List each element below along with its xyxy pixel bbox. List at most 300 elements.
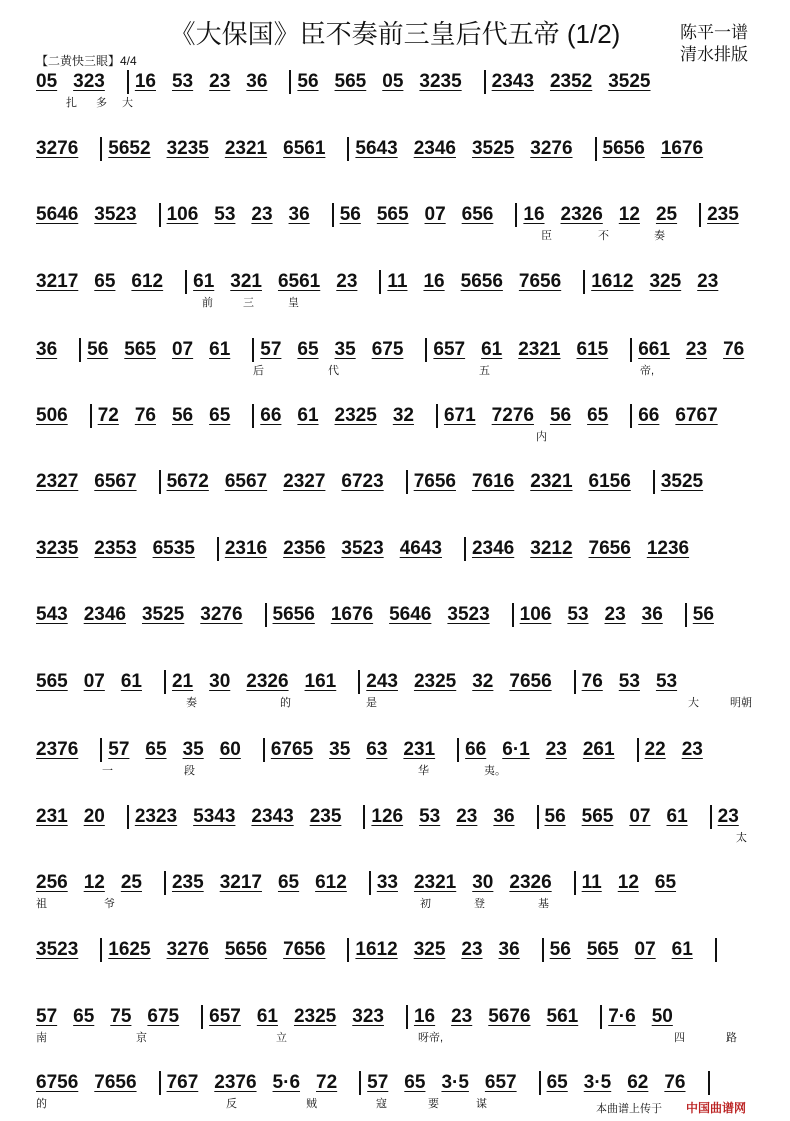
barline [515, 203, 517, 227]
barline [159, 470, 161, 494]
note-group: 16 [523, 204, 545, 226]
lyric-char: 的 [280, 697, 291, 709]
note-group: 63 [366, 739, 388, 761]
note-group: 61 [671, 939, 693, 961]
note-group: 61 [297, 405, 319, 427]
note-group: 5652 [108, 138, 151, 160]
note-group: 2321 [518, 339, 561, 361]
note-group: 3525 [660, 471, 704, 493]
note-group: 61 [666, 806, 688, 828]
barline [185, 270, 187, 294]
note-group: 32 [392, 405, 414, 427]
note-group: 65 [277, 872, 300, 894]
note-line [36, 270, 756, 294]
note-group: 53 [214, 204, 236, 226]
notation-row [36, 404, 756, 454]
barline [201, 1005, 203, 1029]
note-group: 1612 [591, 271, 634, 293]
note-group: 2326 [246, 671, 289, 693]
barline [164, 871, 166, 895]
note-group: 2325 [413, 671, 457, 693]
note-group: 22 [644, 739, 666, 761]
note-group: 657 [209, 1006, 241, 1028]
lyric-char: 奏 [654, 230, 665, 242]
note-group: 72 [316, 1072, 338, 1094]
barline [406, 470, 408, 494]
note-group: 615 [576, 339, 609, 361]
note-group: 2346 [83, 604, 126, 626]
note-group: 56 [692, 604, 714, 626]
note-group: 56 [297, 71, 319, 93]
note-group: 2376 [36, 739, 79, 761]
note-group: 56 [549, 405, 572, 427]
barline [252, 338, 254, 362]
note-group: 76 [664, 1072, 686, 1094]
barline [332, 203, 334, 227]
note-group: 3276 [530, 138, 573, 160]
notation-row [36, 70, 756, 120]
note-group: 161 [304, 671, 337, 693]
note-group: 30 [209, 671, 231, 693]
note-group: 56 [87, 339, 109, 361]
note-group: 3212 [530, 538, 573, 560]
note-group: 53 [567, 604, 589, 626]
note-group: 72 [97, 405, 119, 427]
note-group: 3217 [219, 872, 262, 894]
note-group: 325 [413, 939, 446, 961]
note-group: 7656 [413, 471, 456, 493]
notation-row [36, 738, 756, 788]
barline [127, 70, 129, 94]
note-group: 656 [461, 204, 494, 226]
note-group: 6561 [277, 271, 321, 293]
lyric-char: 华 [418, 765, 429, 777]
note-group: 5646 [389, 604, 432, 626]
lyric-line [36, 227, 756, 243]
notation-row [36, 137, 756, 187]
note-group: 2323 [134, 806, 178, 828]
barline [574, 670, 576, 694]
lyric-char: 呀帝, [418, 1032, 444, 1044]
note-group: 1676 [330, 604, 374, 626]
notation-row [36, 470, 756, 520]
lyric-char: 是 [366, 697, 377, 709]
note-group: 6723 [341, 471, 384, 493]
note-group: 5656 [272, 604, 315, 626]
note-group: 6561 [283, 138, 326, 160]
barline [539, 1071, 541, 1095]
note-group: 2352 [549, 71, 593, 93]
note-group: 2346 [471, 538, 515, 560]
note-group: 506 [36, 405, 68, 427]
note-group: 53 [618, 671, 640, 693]
lyric-char: 夷。 [484, 765, 506, 777]
note-group: 61 [256, 1006, 278, 1028]
barline [159, 1071, 161, 1095]
note-group: 23 [451, 1006, 473, 1028]
note-group: 75 [110, 1006, 132, 1028]
note-group: 23 [697, 271, 719, 293]
note-group: 57 [36, 1006, 58, 1028]
note-group: 3·5 [441, 1072, 469, 1094]
barline [265, 603, 267, 627]
note-group: 323 [73, 71, 105, 93]
barline [425, 338, 427, 362]
note-group: 30 [472, 872, 494, 894]
lyric-char: 大 [122, 97, 133, 109]
barline [457, 738, 459, 762]
note-group: 2353 [94, 538, 137, 560]
note-group: 565 [376, 204, 409, 226]
note-group: 5656 [602, 138, 645, 160]
note-group: 07 [83, 671, 105, 693]
lyric-char: 多 [96, 97, 107, 109]
note-group: 661 [638, 339, 670, 361]
note-group: 2321 [413, 872, 457, 894]
note-group: 60 [219, 739, 241, 761]
note-group: 2325 [293, 1006, 337, 1028]
note-group: 76 [581, 671, 603, 693]
note-group: 675 [371, 339, 404, 361]
barline [347, 137, 349, 161]
note-group: 16 [423, 271, 445, 293]
barline [715, 938, 717, 962]
note-group: 2326 [509, 872, 552, 894]
note-group: 56 [549, 939, 571, 961]
lyric-line [36, 94, 756, 110]
note-group: 657 [484, 1072, 517, 1094]
note-group: 53 [655, 671, 678, 693]
barline [79, 338, 81, 362]
note-group: 561 [546, 1006, 579, 1028]
lyric-char: 奏 [186, 697, 197, 709]
note-group: 2376 [214, 1072, 257, 1094]
note-group: 20 [83, 806, 105, 828]
barline [464, 537, 466, 561]
note-group: 07 [634, 939, 656, 961]
note-group: 7656 [518, 271, 562, 293]
lyric-char: 五 [479, 365, 490, 377]
note-group: 32 [472, 671, 494, 693]
note-group: 323 [352, 1006, 384, 1028]
note-group: 6535 [152, 538, 195, 560]
lyric-char: 扎 [66, 97, 77, 109]
barline [363, 805, 365, 829]
note-group: 2316 [224, 538, 268, 560]
note-group: 3217 [36, 271, 79, 293]
lyric-char: 寇 [376, 1098, 387, 1110]
barline [159, 203, 161, 227]
note-group: 12 [618, 204, 640, 226]
song-title: 《大保国》臣不奏前三皇后代五帝 (1/2) [169, 19, 621, 49]
notation-row [36, 670, 756, 720]
barline [379, 270, 381, 294]
note-group: 5672 [166, 471, 209, 493]
note-group: 56 [339, 204, 361, 226]
barline [512, 603, 514, 627]
note-group: 5656 [224, 939, 268, 961]
notation-row [36, 537, 756, 587]
note-group: 5643 [355, 138, 398, 160]
note-group: 2346 [413, 138, 456, 160]
note-group: 3523 [341, 538, 384, 560]
note-group: 3276 [166, 939, 209, 961]
lyric-char: 明朝 [730, 697, 752, 709]
lyric-line [36, 1029, 756, 1045]
note-group: 7276 [491, 405, 534, 427]
lyric-char: 南 [36, 1032, 47, 1044]
note-group: 23 [209, 71, 231, 93]
lyric-char: 三 [243, 297, 254, 309]
notation-row [36, 203, 756, 253]
note-group: 3525 [141, 604, 185, 626]
barline [164, 670, 166, 694]
note-group: 243 [366, 671, 398, 693]
barline [127, 805, 129, 829]
barline [600, 1005, 602, 1029]
barline [630, 404, 632, 428]
lyric-line [36, 428, 756, 444]
barline [358, 670, 360, 694]
site-watermark: 中国曲谱网 [686, 1101, 747, 1115]
barline [685, 603, 687, 627]
note-group: 23 [604, 604, 626, 626]
note-group: 36 [498, 939, 520, 961]
note-group: 57 [367, 1072, 389, 1094]
barline [653, 470, 655, 494]
lyric-line [36, 694, 756, 710]
barline [637, 738, 639, 762]
note-group: 56 [171, 405, 194, 427]
note-group: 65 [587, 405, 609, 427]
note-group: 53 [171, 71, 194, 93]
note-group: 321 [230, 271, 262, 293]
note-group: 36 [246, 71, 268, 93]
lyric-char: 皇 [288, 297, 299, 309]
note-group: 12 [617, 872, 639, 894]
note-group: 66 [638, 405, 660, 427]
lyric-char: 不 [598, 230, 609, 242]
note-group: 3·5 [583, 1072, 612, 1094]
note-group: 7656 [94, 1072, 137, 1094]
lyric-char: 爷 [104, 898, 115, 910]
note-group: 36 [288, 204, 310, 226]
note-group: 66 [260, 405, 282, 427]
note-group: 56 [544, 806, 566, 828]
lyric-line [36, 627, 756, 643]
lyric-char: 太 [736, 832, 747, 844]
note-group: 5676 [488, 1006, 531, 1028]
note-group: 6567 [224, 471, 268, 493]
lyric-line [36, 962, 756, 978]
note-group: 2321 [530, 471, 573, 493]
barline [347, 938, 349, 962]
lyric-char: 贼 [306, 1098, 317, 1110]
note-group: 61 [120, 671, 142, 693]
lyric-char: 谋 [476, 1098, 487, 1110]
note-group: 76 [723, 339, 745, 361]
note-group: 767 [166, 1072, 199, 1094]
notation-row [36, 805, 756, 855]
barline [574, 871, 576, 895]
note-group: 261 [582, 739, 615, 761]
note-group: 2326 [560, 204, 603, 226]
lyric-char: 反 [226, 1098, 237, 1110]
note-group: 675 [147, 1006, 180, 1028]
note-group: 65 [94, 271, 116, 293]
note-group: 3235 [166, 138, 209, 160]
barline [289, 70, 291, 94]
lyric-char: 京 [136, 1032, 147, 1044]
note-group: 5343 [193, 806, 236, 828]
note-group: 2327 [36, 471, 79, 493]
note-group: 16 [413, 1006, 436, 1028]
note-group: 3523 [36, 939, 79, 961]
note-group: 65 [209, 405, 231, 427]
note-group: 565 [334, 71, 367, 93]
lyric-line [36, 561, 756, 577]
note-group: 23 [456, 806, 478, 828]
note-group: 2343 [491, 71, 534, 93]
lyric-char: 一 [102, 765, 113, 777]
note-group: 36 [641, 604, 663, 626]
note-group: 11 [387, 271, 408, 293]
barline [217, 537, 219, 561]
note-group: 6·1 [502, 739, 530, 761]
lyric-char: 后 [253, 365, 264, 377]
note-group: 3235 [419, 71, 462, 93]
note-group: 7·6 [608, 1006, 636, 1028]
barline [100, 137, 102, 161]
barline [100, 938, 102, 962]
note-group: 671 [443, 405, 476, 427]
note-group: 23 [461, 939, 483, 961]
note-group: 23 [545, 739, 567, 761]
note-group: 106 [519, 604, 552, 626]
note-group: 61 [209, 339, 231, 361]
lyric-line [36, 829, 756, 845]
lyric-char: 帝, [640, 365, 655, 377]
note-group: 25 [120, 872, 142, 894]
note-group: 3235 [36, 538, 79, 560]
lyric-line [36, 494, 756, 510]
note-group: 5·6 [272, 1072, 301, 1094]
note-group: 5656 [460, 271, 503, 293]
note-group: 62 [627, 1072, 649, 1094]
barline [90, 404, 92, 428]
note-group: 3523 [94, 204, 137, 226]
note-group: 2321 [224, 138, 268, 160]
note-group: 61 [193, 271, 215, 293]
barline [708, 1071, 710, 1095]
barline [583, 270, 585, 294]
barline [537, 805, 539, 829]
note-group: 6156 [588, 471, 631, 493]
note-group: 6567 [94, 471, 137, 493]
note-group: 1676 [660, 138, 704, 160]
lyric-line [36, 762, 756, 778]
note-line [36, 203, 756, 227]
notation-row [36, 938, 756, 988]
note-group: 16 [134, 71, 156, 93]
note-line [36, 871, 756, 895]
note-group: 23 [717, 806, 739, 828]
note-group: 256 [36, 872, 68, 894]
note-group: 1236 [646, 538, 690, 560]
notation-row [36, 338, 756, 388]
note-line [36, 70, 756, 94]
note-group: 3525 [608, 71, 651, 93]
note-line [36, 1005, 756, 1029]
lyric-char: 臣 [541, 230, 552, 242]
upload-note: 本曲谱上传于 [596, 1103, 662, 1115]
note-group: 21 [171, 671, 194, 693]
note-group: 65 [546, 1072, 568, 1094]
lyric-line [36, 362, 756, 378]
notation-row [36, 871, 756, 921]
note-group: 612 [315, 872, 347, 894]
lyric-line [36, 161, 756, 177]
note-group: 1612 [355, 939, 398, 961]
lyric-char: 路 [726, 1032, 737, 1044]
note-group: 57 [260, 339, 282, 361]
note-line [36, 1071, 756, 1095]
barline [359, 1071, 361, 1095]
barline [406, 1005, 408, 1029]
note-group: 6767 [675, 405, 718, 427]
note-group: 2327 [283, 471, 326, 493]
lyric-char: 前 [202, 297, 213, 309]
note-group: 35 [182, 739, 204, 761]
note-group: 7656 [588, 538, 631, 560]
credits [680, 22, 748, 66]
note-group: 106 [166, 204, 199, 226]
barline [436, 404, 438, 428]
barline [100, 738, 102, 762]
note-group: 6756 [36, 1072, 79, 1094]
note-group: 6765 [270, 739, 314, 761]
note-group: 126 [371, 806, 404, 828]
barline [369, 871, 371, 895]
note-group: 565 [581, 806, 614, 828]
note-group: 23 [336, 271, 358, 293]
note-group: 235 [707, 204, 739, 226]
barline [595, 137, 597, 161]
lyric-char: 内 [536, 431, 547, 443]
note-group: 53 [419, 806, 441, 828]
note-group: 05 [382, 71, 404, 93]
lyric-line [36, 294, 756, 310]
note-group: 235 [309, 806, 342, 828]
note-group: 65 [297, 339, 319, 361]
note-group: 33 [376, 872, 398, 894]
note-group: 2343 [251, 806, 294, 828]
barline [263, 738, 265, 762]
barline [484, 70, 486, 94]
note-line [36, 470, 756, 494]
note-group: 65 [404, 1072, 426, 1094]
note-group: 7656 [283, 939, 326, 961]
note-group: 565 [586, 939, 619, 961]
note-group: 565 [124, 339, 156, 361]
note-group: 35 [329, 739, 351, 761]
note-line [36, 537, 756, 561]
notation-row [36, 1005, 756, 1055]
note-group: 3276 [200, 604, 243, 626]
note-group: 07 [629, 806, 651, 828]
mode-marking: 【二黄快三眼】4/4 [36, 54, 137, 68]
note-group: 23 [685, 339, 708, 361]
